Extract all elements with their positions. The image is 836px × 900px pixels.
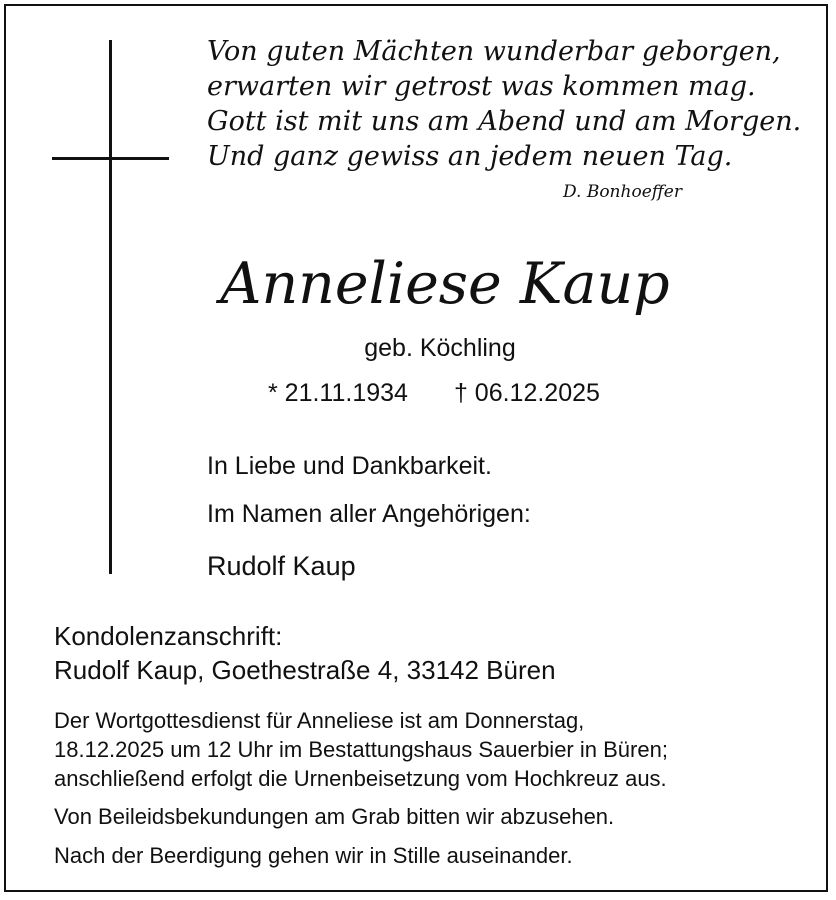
service-info	[54, 706, 668, 793]
poem-line: Und ganz gewiss an jedem neuen Tag.	[207, 141, 733, 172]
cross-horizontal-bar	[52, 157, 169, 160]
service-line: anschließend erfolgt die Urnenbeisetzung vom Hochkreuz aus.	[54, 766, 667, 791]
death-date: † 06.12.2025	[453, 379, 600, 407]
gratitude-line: In Liebe und Dankbarkeit.	[207, 452, 492, 480]
condolence-label: Kondolenzanschrift:	[54, 621, 283, 651]
birth-date: * 21.11.1934	[268, 379, 408, 407]
silence-note: Nach der Beerdigung gehen wir in Stille auseinander.	[54, 843, 573, 868]
poem-line: erwarten wir getrost was kommen mag.	[207, 71, 756, 102]
birth-name: geb. Köchling	[364, 334, 516, 362]
poem	[207, 34, 807, 174]
poem-author: D. Bonhoeffer	[563, 182, 682, 202]
mourner-name: Rudolf Kaup	[207, 551, 356, 581]
relatives-line: Im Namen aller Angehörigen:	[207, 500, 531, 528]
condolence-note: Von Beileidsbekundungen am Grab bitten wir abzusehen.	[54, 804, 615, 829]
poem-line: Gott ist mit uns am Abend und am Morgen.	[207, 106, 802, 137]
poem-line: Von guten Mächten wunderbar geborgen,	[207, 36, 781, 67]
service-line: 18.12.2025 um 12 Uhr im Bestattungshaus Sauerbier in Büren;	[54, 737, 668, 762]
condolence-address: Rudolf Kaup, Goethestraße 4, 33142 Büren	[54, 655, 556, 685]
life-dates	[268, 379, 600, 408]
service-line: Der Wortgottesdienst für Anneliese ist am Donnerstag,	[54, 708, 585, 733]
cross-vertical-bar	[109, 40, 112, 574]
deceased-name: Anneliese Kaup	[220, 251, 670, 317]
